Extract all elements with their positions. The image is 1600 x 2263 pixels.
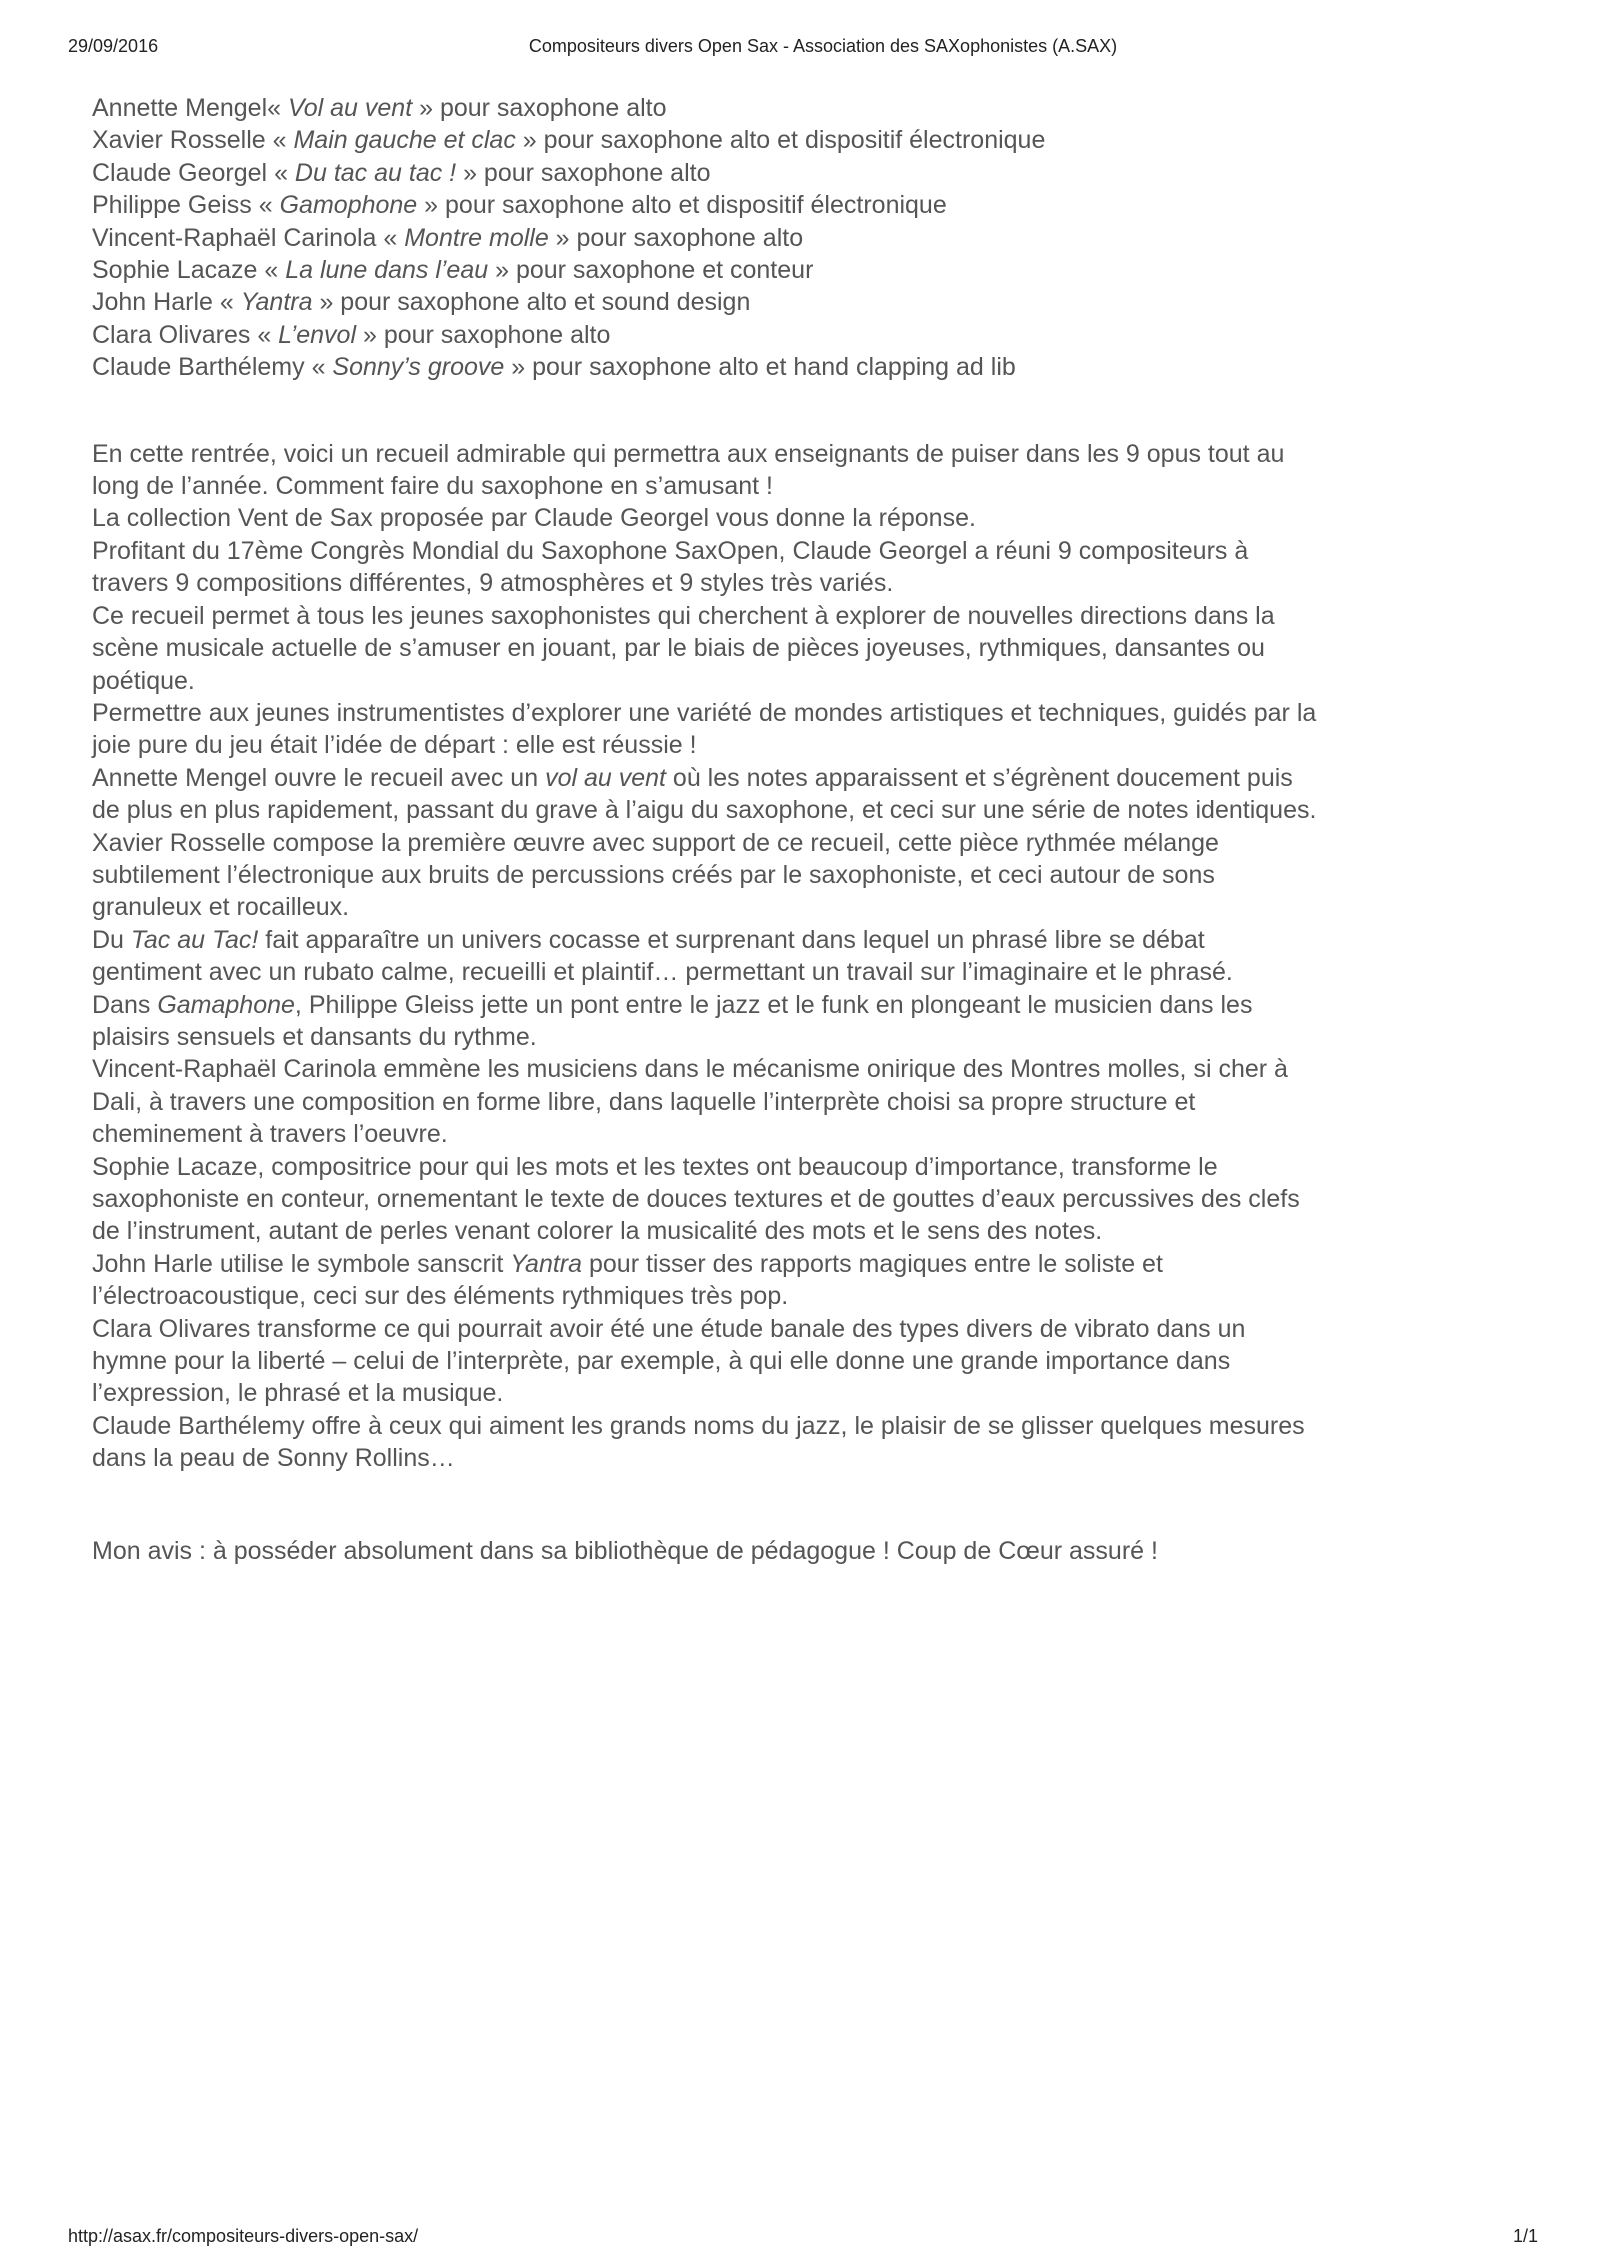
- work-title: Main gauche et clac: [293, 126, 516, 155]
- work-title: L’envol: [278, 320, 357, 349]
- composer-name: John Harle: [92, 288, 213, 317]
- composer-name: Annette Mengel: [92, 94, 268, 122]
- list-item: Annette Mengel« Vol au vent » pour saxophone alto: [92, 94, 667, 122]
- composer-name: Vincent-Raphaël Carinola: [92, 223, 377, 252]
- paragraph: Du Tac au Tac! fait apparaître un univers cocasse et surprenant dans lequel un phrasé libre se débat gentiment avec un rubato calme, recueilli et plaintif… permettant un travail sur l’imaginaire et le phrasé.: [92, 925, 1233, 987]
- article-body: [92, 438, 1512, 1475]
- work-title: Sonny’s groove: [332, 353, 505, 382]
- paragraph: En cette rentrée, voici un recueil admirable qui permettra aux enseignants de puiser dans les 9 opus tout au long de l’année. Comment faire du saxophone en s’amusant !: [92, 439, 1285, 501]
- composer-name: Sophie Lacaze: [92, 256, 258, 285]
- print-header: [68, 36, 1538, 60]
- page-url: http://asax.fr/compositeurs-divers-open-sax/: [68, 2226, 419, 2246]
- work-title: La lune dans l’eau: [285, 256, 489, 285]
- composer-name: Philippe Geiss: [92, 191, 252, 220]
- page-content: [92, 92, 1512, 1567]
- work-title: Gamophone: [279, 191, 418, 220]
- list-item: Vincent-Raphaël Carinola « Montre molle » pour saxophone alto: [92, 223, 804, 252]
- paragraph: Vincent-Raphaël Carinola emmène les musiciens dans le mécanisme onirique des Montres molles, si cher à Dali, à travers une composition en forme libre, dans laquelle l’interprète choisi sa propre structure et cheminement à travers l’oeuvre.: [92, 1055, 1288, 1149]
- composer-name: Clara Olivares: [92, 320, 251, 349]
- list-item: Claude Barthélemy « Sonny’s groove » pour saxophone alto et hand clapping ad lib: [92, 353, 1016, 382]
- paragraph: John Harle utilise le symbole sanscrit Yantra pour tisser des rapports magiques entre le soliste et l’électroacoustique, ceci sur des éléments rythmiques très pop.: [92, 1249, 1163, 1311]
- paragraph: Sophie Lacaze, compositrice pour qui les mots et les textes ont beaucoup d’importance, transforme le saxophoniste en conteur, ornementant le texte de douces textures et de gouttes d’eaux percussives des clefs de l’instrument, autant de perles venant colorer la musicalité des mots et le sens des notes.: [92, 1152, 1300, 1246]
- print-footer: [68, 2226, 1538, 2250]
- page-number: 1/1: [1512, 2226, 1538, 2246]
- print-date: 29/09/2016: [68, 36, 159, 56]
- verdict: Mon avis : à posséder absolument dans sa bibliothèque de pédagogue ! Coup de Cœur assuré !: [92, 1536, 1158, 1565]
- work-title: Yantra: [240, 288, 313, 317]
- paragraph: Dans Gamaphone, Philippe Gleiss jette un pont entre le jazz et le funk en plongeant le musicien dans les plaisirs sensuels et dansants du rythme.: [92, 990, 1253, 1051]
- list-item: John Harle « Yantra » pour saxophone alto et sound design: [92, 288, 751, 317]
- works-list: [92, 92, 1512, 384]
- spacer: [92, 384, 1512, 438]
- paragraph: La collection Vent de Sax proposée par Claude Georgel vous donne la réponse.: [92, 504, 976, 533]
- paragraph: Xavier Rosselle compose la première œuvre avec support de ce recueil, cette pièce rythmée mélange subtilement l’électronique aux bruits de percussions créés par le saxophoniste, et ceci autour de sons granuleux et rocailleux.: [92, 828, 1219, 922]
- list-item: Xavier Rosselle « Main gauche et clac » pour saxophone alto et dispositif électronique: [92, 126, 1046, 155]
- work-title: Montre molle: [404, 223, 549, 252]
- paragraph: Permettre aux jeunes instrumentistes d’explorer une variété de mondes artistiques et techniques, guidés par la joie pure du jeu était l’idée de départ : elle est réussie !: [92, 698, 1317, 760]
- composer-name: Claude Georgel: [92, 158, 268, 187]
- list-item: Sophie Lacaze « La lune dans l’eau » pour saxophone et conteur: [92, 256, 814, 285]
- page-title: Compositeurs divers Open Sax - Association des SAXophonistes (A.SAX): [528, 36, 1118, 56]
- paragraph: Claude Barthélemy offre à ceux qui aiment les grands noms du jazz, le plaisir de se glisser quelques mesures dans la peau de Sonny Rollins…: [92, 1411, 1305, 1473]
- paragraph: Annette Mengel ouvre le recueil avec un vol au vent où les notes apparaissent et s’égrènent doucement puis de plus en plus rapidement, passant du grave à l’aigu du saxophone, et ceci sur une série de notes identiques.: [92, 763, 1317, 825]
- list-item: Claude Georgel « Du tac au tac ! » pour saxophone alto: [92, 158, 711, 187]
- work-title: Du tac au tac !: [294, 158, 457, 187]
- paragraph: Profitant du 17ème Congrès Mondial du Saxophone SaxOpen, Claude Georgel a réuni 9 compositeurs à travers 9 compositions différentes, 9 atmosphères et 9 styles très variés.: [92, 536, 1249, 598]
- work-title: Vol au vent: [287, 94, 413, 122]
- paragraph: Ce recueil permet à tous les jeunes saxophonistes qui cherchent à explorer de nouvelles directions dans la scène musicale actuelle de s’amuser en jouant, par le biais de pièces joyeuses, rythmiques, dansantes ou poétique.: [92, 601, 1275, 695]
- spacer: [92, 1475, 1512, 1535]
- list-item: Philippe Geiss « Gamophone » pour saxophone alto et dispositif électronique: [92, 191, 947, 220]
- paragraph: Clara Olivares transforme ce qui pourrait avoir été une étude banale des types divers de vibrato dans un hymne pour la liberté – celui de l’interprète, par exemple, à qui elle donne une grande importance dans l’expression, le phrasé et la musique.: [92, 1314, 1246, 1408]
- list-item: Clara Olivares « L’envol » pour saxophone alto: [92, 320, 611, 349]
- composer-name: Claude Barthélemy: [92, 353, 305, 382]
- composer-name: Xavier Rosselle: [92, 126, 266, 155]
